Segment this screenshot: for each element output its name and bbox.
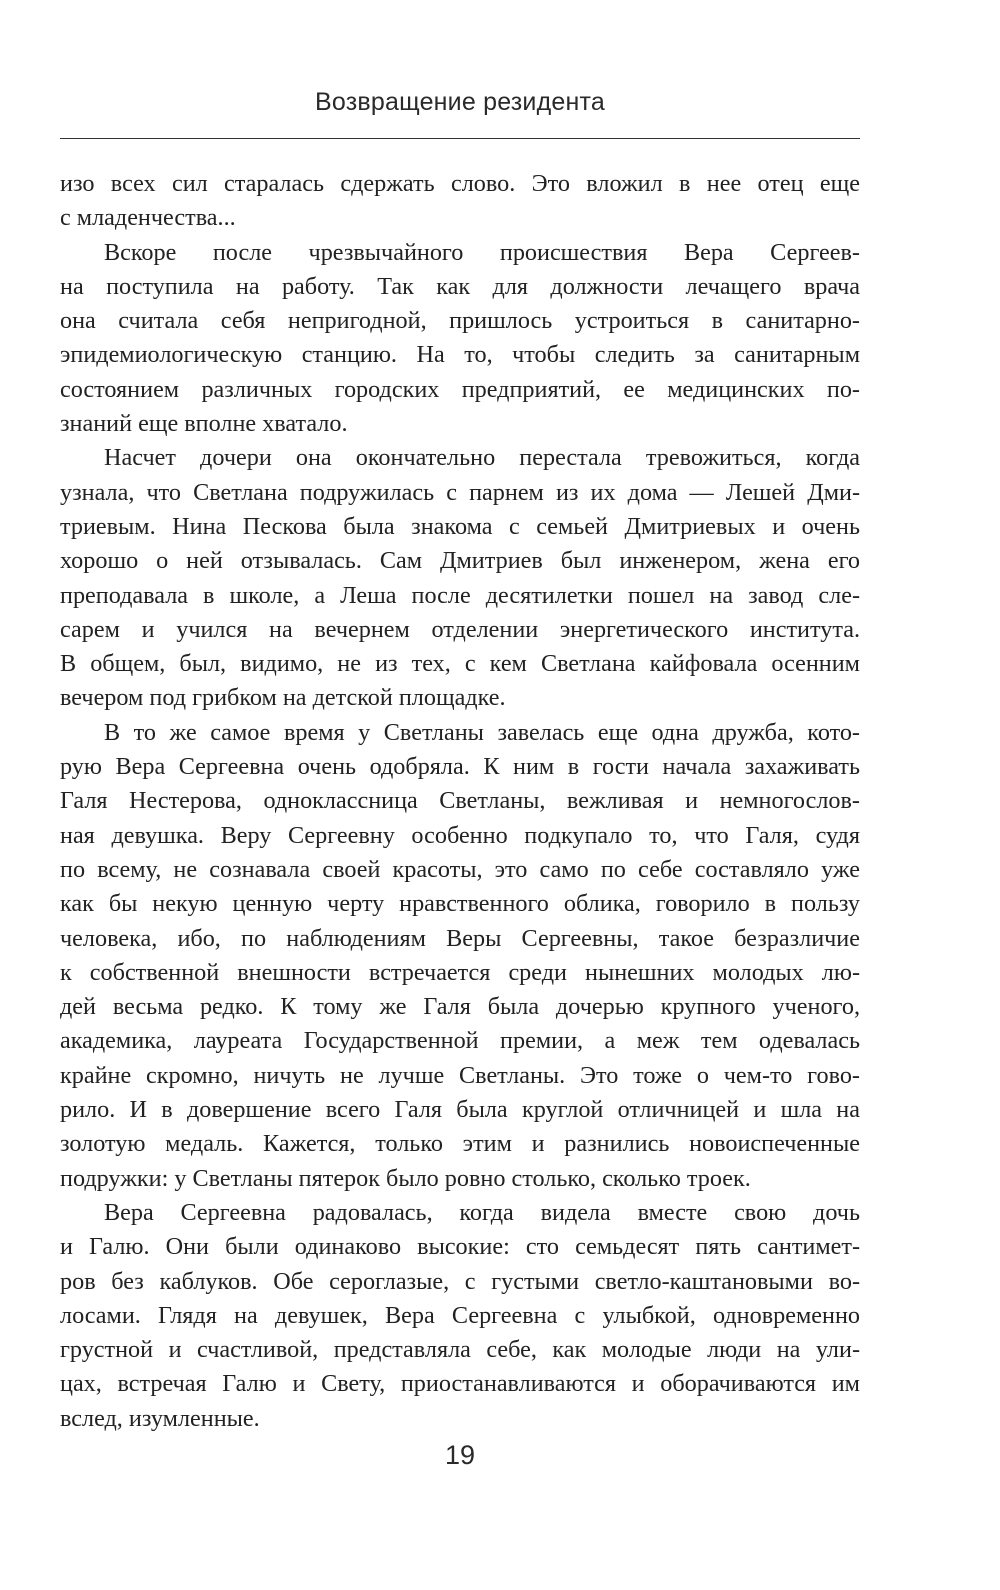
text-line: человека, ибо, по наблюдениям Веры Сергеевны, такое безразличие bbox=[60, 924, 860, 952]
text-line: изо всех сил старалась сдержать слово. Это вложил в нее отец еще bbox=[60, 170, 860, 197]
text-line: подружки: у Светланы пятерок было ровно столько, сколько троек. bbox=[60, 1164, 751, 1192]
text-line: состоянием различных городских предприятий, ее медицинских по- bbox=[60, 375, 860, 403]
page-number: 19 bbox=[444, 1440, 476, 1470]
text-line: триевым. Нина Пескова была знакома с семьей Дмитриевых и очень bbox=[60, 512, 860, 540]
text-line: ная девушка. Веру Сергеевну особенно подкупало то, что Галя, судя bbox=[60, 821, 860, 849]
header-rule bbox=[60, 138, 860, 139]
text-line: Галя Нестерова, одноклассница Светланы, вежливая и немногослов- bbox=[60, 787, 860, 815]
text-line: золотую медаль. Кажется, только этим и разнились новоиспеченные bbox=[60, 1130, 860, 1158]
text-line: грустной и счастливой, представляла себе, как молодые люди на ули- bbox=[60, 1336, 860, 1364]
text-line: узнала, что Светлана подружилась с парнем из их дома — Лешей Дми- bbox=[60, 478, 860, 506]
text-line: вечером под грибком на детской площадке. bbox=[60, 684, 506, 712]
paragraph bbox=[60, 1196, 860, 1436]
text-line: Насчет дочери она окончательно перестала тревожиться, когда bbox=[104, 444, 860, 472]
body-text bbox=[60, 167, 860, 1436]
text-line: к собственной внешности встречается среди нынешних молодых лю- bbox=[60, 958, 860, 986]
text-line: академика, лауреата Государственной премии, а меж тем одевалась bbox=[60, 1027, 860, 1055]
text-line: В то же самое время у Светланы завелась еще одна дружба, кото- bbox=[104, 718, 860, 746]
text-line: Вскоре после чрезвычайного происшествия Вера Сергеев- bbox=[104, 238, 860, 266]
text-line: вслед, изумленные. bbox=[60, 1404, 260, 1432]
text-line: рую Вера Сергеевна очень одобряла. К ним в гости начала захаживать bbox=[60, 753, 860, 781]
text-line: знаний еще вполне хватало. bbox=[60, 410, 348, 438]
text-line: лосами. Глядя на девушек, Вера Сергеевна с улыбкой, одновременно bbox=[60, 1301, 860, 1329]
text-line: преподавала в школе, а Леша после десятилетки пошел на завод сле- bbox=[60, 581, 860, 609]
paragraph bbox=[60, 167, 860, 236]
text-line: на поступила на работу. Так как для должности лечащего врача bbox=[60, 272, 860, 300]
text-line: с младенчества... bbox=[60, 204, 236, 232]
paragraph bbox=[60, 441, 860, 715]
text-line: эпидемиологическую станцию. На то, чтобы следить за санитарным bbox=[60, 341, 860, 369]
text-line: крайне скромно, ничуть не лучше Светланы. Это тоже о чем-то гово- bbox=[60, 1061, 860, 1089]
text-line: и Галю. Они были одинаково высокие: сто семьдесят пять сантимет- bbox=[60, 1233, 860, 1261]
running-title: Возвращение резидента bbox=[315, 88, 605, 116]
text-line: рило. И в довершение всего Галя была круглой отличницей и шла на bbox=[60, 1096, 860, 1124]
paragraph bbox=[60, 236, 860, 442]
text-line: хорошо о ней отзывалась. Сам Дмитриев был инженером, жена его bbox=[60, 547, 860, 575]
text-line: Вера Сергеевна радовалась, когда видела вместе свою дочь bbox=[104, 1198, 860, 1226]
text-line: она считала себя непригодной, пришлось устроиться в санитарно- bbox=[60, 307, 860, 335]
text-line: как бы некую ценную черту нравственного облика, говорило в пользу bbox=[60, 890, 860, 918]
text-line: цах, встречая Галю и Свету, приостанавливаются и оборачиваются им bbox=[60, 1370, 860, 1398]
text-line: ров без каблуков. Обе сероглазые, с густыми светло-каштановыми во- bbox=[60, 1267, 860, 1295]
text-line: В общем, был, видимо, не из тех, с кем Светлана кайфовала осенним bbox=[60, 650, 860, 678]
text-line: дей весьма редко. К тому же Галя была дочерью крупного ученого, bbox=[60, 993, 860, 1021]
text-line: по всему, не сознавала своей красоты, это само по себе составляло уже bbox=[60, 855, 860, 883]
paragraph bbox=[60, 716, 860, 1196]
text-line: сарем и учился на вечернем отделении энергетического института. bbox=[60, 615, 860, 643]
